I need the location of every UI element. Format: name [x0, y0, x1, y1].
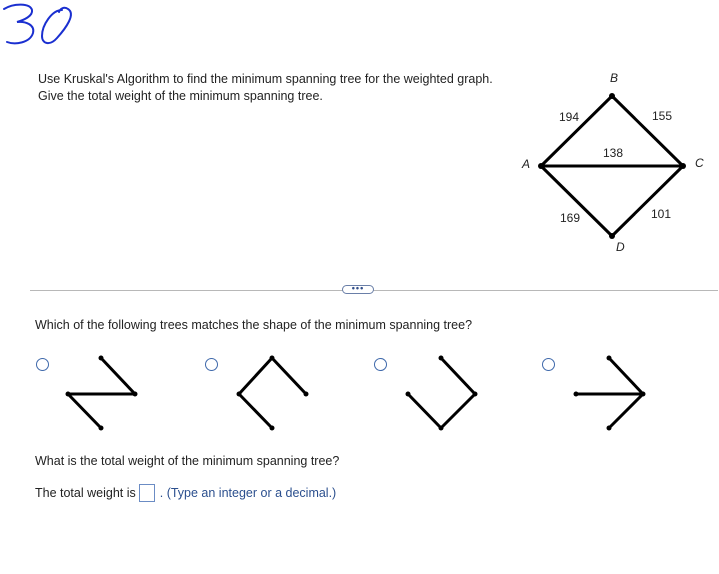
edge-weight-b-c: 155 — [652, 109, 673, 123]
arrow-shape-tree — [574, 356, 646, 431]
problem-line-2: Give the total weight of the minimum spanning tree. — [38, 88, 323, 103]
ellipsis-icon: ••• — [351, 283, 365, 293]
answer-row — [35, 484, 336, 502]
part1-question: Which of the following trees matches the shape of the minimum spanning tree? — [35, 318, 473, 332]
vertex-label-b: B — [610, 71, 619, 85]
edge-weight-a-d: 169 — [560, 211, 581, 225]
vertex-label-a: A — [522, 157, 531, 171]
vertex-label-c: C — [695, 156, 704, 170]
edge-weight-a-b: 194 — [559, 110, 580, 124]
total-weight-input[interactable] — [139, 484, 155, 502]
problem-line-1: Use Kruskal's Algorithm to find the minimum spanning tree for the weighted graph. — [38, 72, 493, 86]
edge-weight-a-c: 138 — [603, 146, 624, 160]
answer-prefix: The total weight is — [35, 486, 136, 500]
vertex-label-d: D — [616, 240, 625, 254]
edge-weight-d-c: 101 — [651, 207, 672, 221]
answer-hint: . (Type an integer or a decimal.) — [159, 486, 337, 500]
part2-question: What is the total weight of the minimum spanning tree? — [35, 454, 340, 468]
